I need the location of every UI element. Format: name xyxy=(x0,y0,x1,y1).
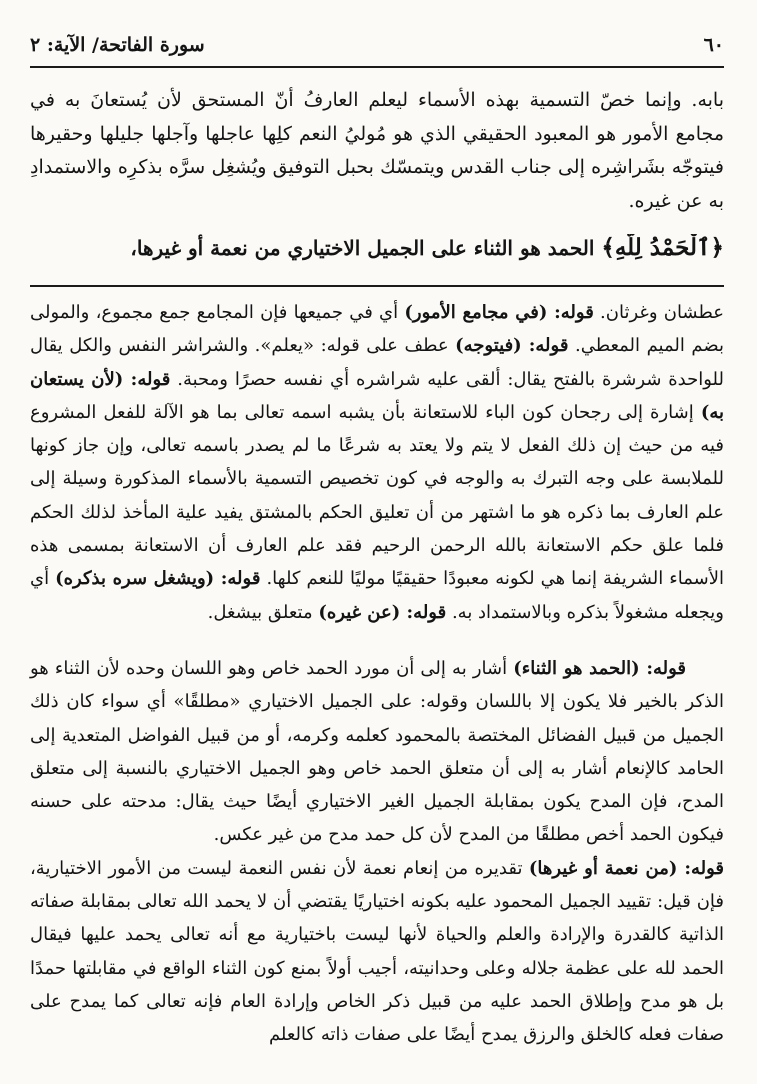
commentary-text: أي في جميعها فإن المجامع جمع مجموع، والمولى بضم الميم المعطي. xyxy=(30,302,724,357)
qawluhu-heading: قوله: (في مجامع الأمور) xyxy=(404,302,594,323)
main-tafsir-paragraph: بابه. وإنما خصّ التسمية بهذه الأسماء ليعلم العارفُ أنّ المستحق لأن يُستعانَ به في مجامع الأمور هو المعبود الحقيقي الذي هو مُوليُ النعم كلِها عاجلها وآجلها جليلها وحقيرها فيتوجّه بشَراشِره إلى جناب القدس ويتمسّك بحبل التوفيق ويُشغِل سرَّه بذكرِه والاستمدادِ به عن غيره. xyxy=(30,89,724,212)
commentary-text: أشار به إلى أن مورد الحمد خاص وهو اللسان وحده لأن الثناء هو الذكر بالخير فلا يكون إلا باللسان وقوله: على الجميل الاختياري «مطلقًا» أي سواء كان ذلك الجميل من قبيل الفضائل المختصة بالمحمود كعلمه وكرمه، أو من قبيل الفواضل المتعدية إلى الحامد كالإنعام أشار به إلى أن متعلق الحمد خاص وهو الجميل الاختياري بالنسبة إلى متعلق المدح، فإن المدح يكون بمقابلة الجميل الغير الاختياري أيضًا حيث يقال: مدحته على حسنه فيكون الحمد أخص مطلقًا من المدح لأن كل حمد مدح من غير عكس. xyxy=(30,658,724,846)
qawluhu-heading: قوله: (عن غيره) xyxy=(318,601,447,623)
section-divider xyxy=(30,285,724,287)
quran-verse-line xyxy=(30,234,724,261)
commentary-text: إشارة إلى رجحان كون الباء للاستعانة بأن يشبه اسمه تعالى بما هو الآلة للفعل المشروع فيه من حيث إن ذلك الفعل لا يتم ولا يعتد به شرعًا ما لم يصدر باسمه تعالى، وإن جاز كونها للملابسة على وجه التبرك به والوجه في كون تخصيص التسمية بالأسماء المذكورة وسيلة إلى علم العارف بما ذكره هو ما اشتهر من أن تعليق الحكم بالمشتق يفيد علية المأخذ لذلك الحكم فلما علق حكم الاستعانة بالله الرحمن الرحيم فقد علم العارف أن الاستعانة بمسمى هذه الأسماء الشريفة إنما هي لكونه معبودًا حقيقيًا موليًا للنعم كلها. xyxy=(30,401,724,590)
qawluhu-heading: قوله: (لأن يستعان به) xyxy=(30,368,724,423)
qawluhu-heading: قوله: (ويشغل سره بذكره) xyxy=(55,568,261,590)
commentary-text: عطشان وغرثان. xyxy=(593,302,724,323)
commentary-text: تقديره من إنعام نعمة لأن نفس النعمة ليست من الأمور الاختيارية، فإن قيل: تقييد الجميل المحمود عليه بكونه اختياريًا يقتضي أن لا يحمد الله تعالى بمقابلة صفاته الذاتية كالقدرة والإرادة والعلم والحياة لأنها ليست باختيارية مع أنه تعالى يحمد عليها فيقال الحمد لله على عظمة جلاله وعلى وحدانيته، أجيب أولاً بمنع كون الثناء الواقع في مقابلتها حمدًا بل هو مدح وإطلاق الحمد عليه من قبيل ذكر الخاص وإرادة العام فإنه تعالى كما يمدح على صفات فعله كالخلق والرزق يمدح أيضًا على صفات ذاته كالعلم xyxy=(30,857,724,1046)
page-number: ٦٠ xyxy=(703,34,724,56)
surah-ayah-label: سورة الفاتحة/ الآية: ٢ xyxy=(30,34,205,56)
hashiya-block-1 xyxy=(30,296,724,629)
commentary-text: عطف على قوله: «يعلم». والشراشر النفس والكل يقال للواحدة شرشرة بالفتح يقال: ألقى عليه شراشره أي نفسه حصرًا ومحبة. xyxy=(30,335,724,390)
verse-commentary: الحمد هو الثناء على الجميل الاختياري من نعمة أو غيرها، xyxy=(130,236,595,260)
commentary-paragraph xyxy=(30,852,724,1052)
commentary-text: أي ويجعله مشغولاً بذكره وبالاستمداد به. xyxy=(30,568,724,623)
commentary-paragraph xyxy=(30,652,724,852)
qawluhu-heading: قوله: (من نعمة أو غيرها) xyxy=(528,857,724,879)
header-divider xyxy=(30,66,724,68)
hashiya-block-2 xyxy=(30,652,724,1052)
quran-verse: ﴿ٱلْحَمْدُ لِلَّهِ﴾ xyxy=(601,234,724,261)
qawluhu-heading: قوله: (فيتوجه) xyxy=(455,335,569,357)
qawluhu-heading: قوله: (الحمد هو الثناء) xyxy=(513,658,686,679)
page-header xyxy=(30,34,724,56)
commentary-text: متعلق بيشغل. xyxy=(207,601,319,623)
